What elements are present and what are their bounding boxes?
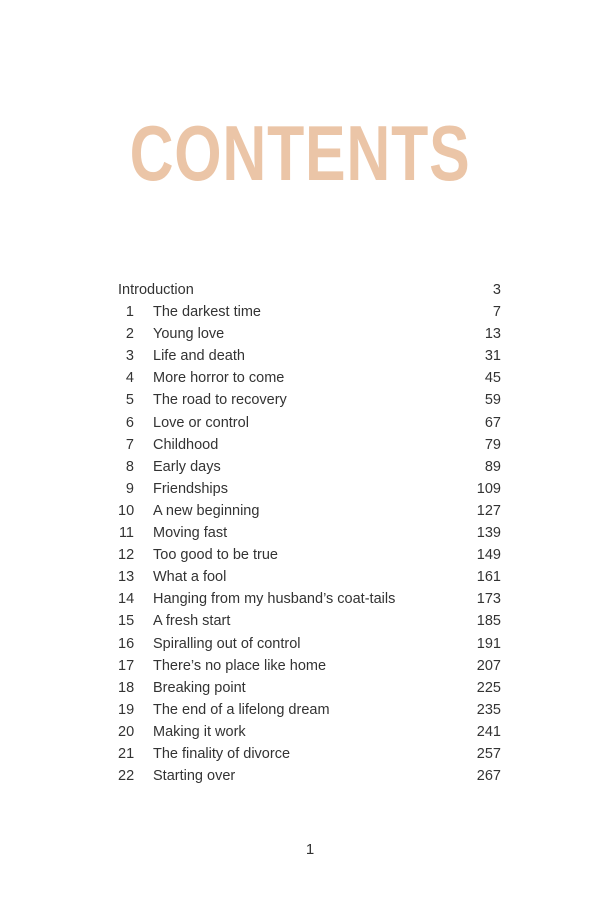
toc-entry-page: 31 xyxy=(484,348,501,365)
toc-entry-chapter-14[interactable] xyxy=(118,588,501,610)
toc-entry-chapter-9[interactable] xyxy=(118,478,501,500)
toc-entry-page: 127 xyxy=(476,502,501,519)
toc-entry-page: 185 xyxy=(476,613,501,630)
toc-entry-title: Early days xyxy=(153,458,221,475)
toc-entry-title: The darkest time xyxy=(153,304,261,321)
toc-entry-title: Moving fast xyxy=(153,525,228,542)
toc-entry-page: 241 xyxy=(476,723,501,740)
toc-entry-number: 20 xyxy=(118,723,135,740)
toc-entry-number: 2 xyxy=(125,326,134,343)
toc-entry-number: 12 xyxy=(118,547,135,564)
toc-entry-title: Hanging from my husband’s coat-tails xyxy=(153,591,396,608)
toc-entry-page: 235 xyxy=(476,701,501,718)
toc-entry-chapter-4[interactable] xyxy=(118,367,501,389)
toc-entry-title: Friendships xyxy=(153,480,228,497)
toc-entry-number: 16 xyxy=(118,635,135,652)
toc-entry-title: A new beginning xyxy=(153,502,260,519)
toc-entry-chapter-11[interactable] xyxy=(118,522,501,544)
toc-entry-title: There’s no place like home xyxy=(153,657,327,674)
toc-entry-page: 257 xyxy=(476,745,501,762)
toc-entry-page: 67 xyxy=(484,414,501,431)
toc-entry-chapter-19[interactable] xyxy=(118,699,501,721)
toc-entry-number: 11 xyxy=(118,525,134,542)
toc-entry-number: 7 xyxy=(125,436,134,453)
toc-entry-chapter-18[interactable] xyxy=(118,677,501,699)
toc-entry-title: Childhood xyxy=(153,436,219,453)
toc-entry-number: 13 xyxy=(118,569,135,586)
toc-entry-chapter-12[interactable] xyxy=(118,544,501,566)
toc-entry-title: What a fool xyxy=(153,569,227,586)
toc-entry-page: 89 xyxy=(484,458,501,475)
toc-entry-page: 139 xyxy=(476,525,501,542)
toc-entry-page: 149 xyxy=(476,547,501,564)
toc-entry-page: 161 xyxy=(476,569,501,586)
toc-entry-page: 267 xyxy=(476,768,501,785)
toc-entry-page: 173 xyxy=(476,591,501,608)
toc-entry-title: Starting over xyxy=(153,768,236,785)
toc-entry-chapter-2[interactable] xyxy=(118,323,501,345)
toc-entry-number: 9 xyxy=(125,480,134,497)
toc-entry-title: The road to recovery xyxy=(153,392,287,409)
toc-entry-page: 207 xyxy=(476,657,501,674)
toc-entry-page: 45 xyxy=(484,370,501,387)
toc-entry-title: Life and death xyxy=(153,348,245,365)
toc-entry-number: 4 xyxy=(125,370,134,387)
toc-entry-title: The finality of divorce xyxy=(153,745,291,762)
toc-entry-number: 21 xyxy=(118,745,135,762)
toc-entry-page: 3 xyxy=(492,282,501,298)
toc-entry-title: A fresh start xyxy=(153,613,231,630)
toc-entry-title: Too good to be true xyxy=(153,547,278,564)
toc-entry-title: Love or control xyxy=(153,414,249,431)
toc-entry-chapter-6[interactable] xyxy=(118,412,501,434)
toc-entry-page: 191 xyxy=(476,635,501,652)
page-number: 1 xyxy=(305,841,315,858)
toc-entry-chapter-3[interactable] xyxy=(118,345,501,367)
toc-entry-chapter-15[interactable] xyxy=(118,610,501,632)
toc-entry-page: 109 xyxy=(476,480,501,497)
toc-entry-number: 14 xyxy=(118,591,135,608)
toc-entry-number: 18 xyxy=(118,679,135,696)
toc-entry-number: 22 xyxy=(118,768,135,785)
toc-entry-chapter-13[interactable] xyxy=(118,566,501,588)
toc-entry-page: 225 xyxy=(476,679,501,696)
toc-entry-chapter-22[interactable] xyxy=(118,765,501,787)
toc-entry-chapter-7[interactable] xyxy=(118,434,501,456)
page-title: CONTENTS xyxy=(129,109,471,197)
toc-entry-page: 13 xyxy=(484,326,501,343)
toc-entry-number: 19 xyxy=(118,701,135,718)
table-of-contents xyxy=(118,279,501,787)
toc-entry-number: 8 xyxy=(125,458,134,475)
toc-entry-number: 15 xyxy=(118,613,135,630)
toc-entry-chapter-10[interactable] xyxy=(118,500,501,522)
toc-entry-page: 79 xyxy=(484,436,501,453)
toc-entry-number: 5 xyxy=(125,392,134,409)
toc-entry-chapter-1[interactable] xyxy=(118,301,501,323)
toc-entry-title: Spiralling out of control xyxy=(153,635,301,652)
toc-entry-chapter-17[interactable] xyxy=(118,655,501,677)
toc-entry-number: 6 xyxy=(125,414,134,431)
toc-entry-chapter-20[interactable] xyxy=(118,721,501,743)
toc-entry-number: 10 xyxy=(118,502,135,519)
toc-entry-number: 3 xyxy=(125,348,134,365)
toc-entry-page: 59 xyxy=(484,392,501,409)
toc-entry-chapter-5[interactable] xyxy=(118,389,501,411)
toc-entry-title: Young love xyxy=(153,326,225,343)
toc-entry-number: 17 xyxy=(118,657,135,674)
toc-entry-number: 1 xyxy=(125,304,134,321)
toc-entry-chapter-21[interactable] xyxy=(118,743,501,765)
toc-entry-page: 7 xyxy=(492,304,501,321)
toc-entry-title: More horror to come xyxy=(153,370,285,387)
toc-entry-title: The end of a lifelong dream xyxy=(153,701,330,718)
toc-entry-title: Introduction xyxy=(118,282,194,298)
toc-entry-title: Breaking point xyxy=(153,679,246,696)
toc-entry-introduction[interactable] xyxy=(118,279,501,301)
toc-entry-chapter-16[interactable] xyxy=(118,633,501,655)
toc-entry-chapter-8[interactable] xyxy=(118,456,501,478)
toc-entry-title: Making it work xyxy=(153,723,246,740)
